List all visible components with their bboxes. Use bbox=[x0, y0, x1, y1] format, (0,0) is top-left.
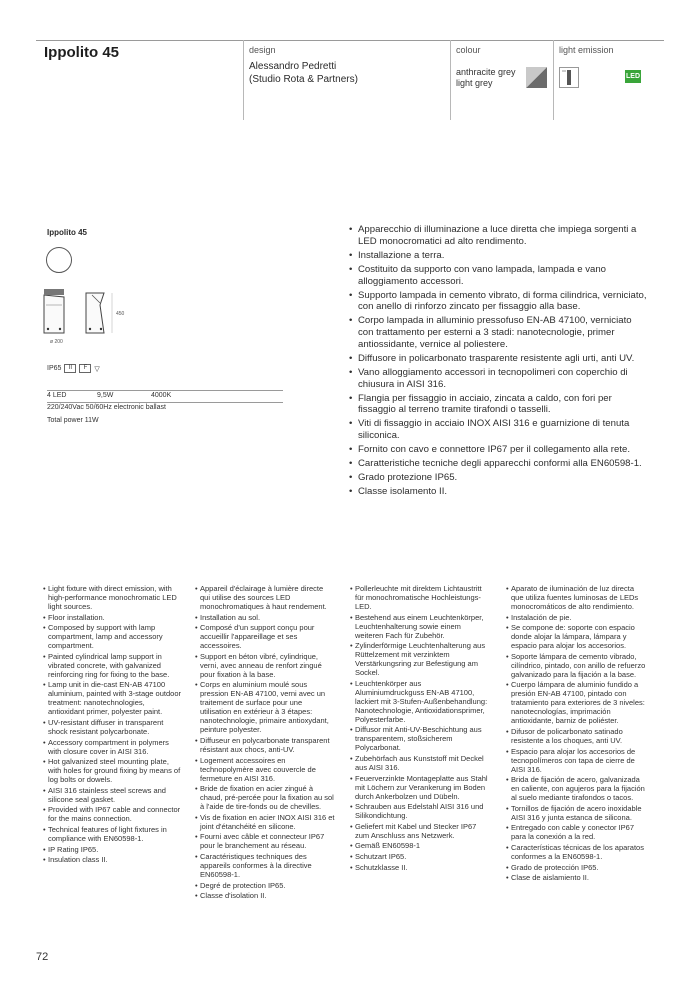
list-item: • Se compone de: soporte con espacio donde alojar la lámpara, lámpara y espacio para alojar los accesorios. bbox=[506, 623, 646, 650]
list-item: • Logement accessoires en technopolymère avec couvercle de fermeture en AISI 316. bbox=[195, 756, 335, 783]
list-item: • Tornillos de fijación de acero inoxidable AISI 316 y junta estanca de silicona. bbox=[506, 804, 646, 822]
f-mark-icon: F bbox=[79, 364, 91, 373]
colour-label: colour bbox=[456, 45, 481, 55]
list-item: • Provided with IP67 cable and connector for the mains connection. bbox=[43, 805, 183, 823]
certification-row bbox=[47, 364, 100, 373]
list-item: • Accessory compartment in polymers with closure cover in AISI 316. bbox=[43, 738, 183, 756]
header-divider bbox=[243, 40, 244, 120]
ip-rating: IP65 bbox=[47, 365, 62, 372]
spec-row bbox=[47, 390, 283, 403]
list-item: • Características técnicas de los aparatos conformes a la EN60598-1. bbox=[506, 843, 646, 861]
led-badge: LED bbox=[625, 70, 641, 83]
ce-mark-icon: ▽ bbox=[94, 365, 100, 373]
list-item: • Composed by support with lamp compartment, lamp and accessory compartment. bbox=[43, 623, 183, 650]
list-item: • Classe d'isolation II. bbox=[195, 891, 335, 900]
colour-light-grey: light grey bbox=[456, 78, 493, 88]
list-item: • Aparato de iluminación de luz directa que utiliza fuentes luminosas de LEDs monocromáticos de alto rendimiento. bbox=[506, 584, 646, 611]
colour-list bbox=[456, 67, 516, 89]
list-item: • Grado de protección IP65. bbox=[506, 863, 646, 872]
list-item: • Schutzart IP65. bbox=[350, 852, 490, 861]
list-item: • Diffusore in policarbonato trasparente resistente agli urti, anti UV. bbox=[349, 353, 649, 365]
french-description bbox=[195, 584, 335, 902]
list-item: • Clase de aislamiento II. bbox=[506, 873, 646, 882]
list-item: • Fourni avec câble et connecteur IP67 pour le branchement au réseau. bbox=[195, 832, 335, 850]
list-item: • Painted cylindrical lamp support in vibrated concrete, with galvanized reinforcing ring for fixing to the base. bbox=[43, 652, 183, 679]
list-item: • Light fixture with direct emission, with high-performance monochromatic LED light sources. bbox=[43, 584, 183, 611]
list-item: • Bride de fixation en acier zingué à chaud, pré-percée pour la fixation au sol à l'aide de tire-fonds ou de chevilles. bbox=[195, 784, 335, 811]
class-ii-icon: II bbox=[64, 364, 76, 373]
list-item: • Gemäß EN60598-1 bbox=[350, 841, 490, 850]
list-item: • Leuchtenkörper aus Aluminiumdruckguss EN-AB 47100, lackiert mit 3-Stufen-Außenbehandlung: Nanotechnologie, Antioxidationsprimer, Polyesterfarbe. bbox=[350, 679, 490, 724]
german-description bbox=[350, 584, 490, 873]
list-item: • Vano alloggiamento accessori in tecnopolimeri con coperchio di chiusura in AISI 316. bbox=[349, 367, 649, 391]
product-title: Ippolito 45 bbox=[44, 44, 119, 61]
header-rule bbox=[36, 40, 664, 41]
spanish-description bbox=[506, 584, 646, 884]
list-item: • Diffuseur en polycarbonate transparent résistant aux chocs, anti-UV. bbox=[195, 736, 335, 754]
colour-anthracite: anthracite grey bbox=[456, 67, 516, 77]
list-item: • Installazione a terra. bbox=[349, 250, 649, 262]
dim-height-label: 450 bbox=[116, 311, 125, 317]
list-item: • Pollerleuchte mit direktem Lichtaustritt für monochromatische Hochleistungs-LED. bbox=[350, 584, 490, 611]
designer-name bbox=[249, 60, 358, 86]
list-item: • Fornito con cavo e connettore IP67 per il collegamento alla rete. bbox=[349, 444, 649, 456]
spec-source: 4 LED bbox=[47, 392, 67, 399]
list-item: • Corps en aluminium moulé sous pression EN-AB 47100, verni avec un traitement de surface pour une utilisation en extérieur à 3 étapes: nanotechnologie, primaire antioxydant, peinture polyester. bbox=[195, 680, 335, 734]
list-item: • Brida de fijación de acero, galvanizada en caliente, con agujeros para la fijación al suelo mediante tirafondos o tacos. bbox=[506, 775, 646, 802]
list-item: • Grado protezione IP65. bbox=[349, 472, 649, 484]
list-item: • Feuerverzinkte Montageplatte aus Stahl mit Löchern zur Verankerung im Boden durch Ankerbolzen und Dübeln. bbox=[350, 774, 490, 801]
colour-swatch-icon bbox=[526, 67, 547, 88]
list-item: • Lamp unit in die-cast EN-AB 47100 aluminium, painted with 3-stage outdoor treatment: nanotechnologies, antioxidant primer, polyester paint. bbox=[43, 680, 183, 716]
italian-description bbox=[349, 224, 649, 500]
list-item: • Apparecchio di illuminazione a luce diretta che impiega sorgenti a LED monocromatici ad alto rendimento. bbox=[349, 224, 649, 248]
top-view-drawing bbox=[45, 246, 73, 274]
list-item: • Composé d'un support conçu pour accueillir l'appareillage et ses accessoires. bbox=[195, 623, 335, 650]
list-item: • Appareil d'éclairage à lumière directe qui utilise des sources LED monochromatiques à haut rendement. bbox=[195, 584, 335, 611]
list-item: • Instalación de pie. bbox=[506, 613, 646, 622]
list-item: • Flangia per fissaggio in acciaio, zincata a caldo, con fori per fissaggio al terreno tramite tirafondi o tasselli. bbox=[349, 393, 649, 417]
list-item: • Cuerpo lámpara de aluminio fundido a presión EN-AB 47100, pintado con tratamiento para exteriores de 3 niveles: nanotecnologías, imprimación antioxidante, barniz de poliéster. bbox=[506, 680, 646, 725]
list-item: • Schrauben aus Edelstahl AISI 316 und Silikondichtung. bbox=[350, 802, 490, 820]
list-item: • Espacio para alojar los accesorios de tecnopolímeros con tapa de cierre de AISI 316. bbox=[506, 747, 646, 774]
list-item: • Installation au sol. bbox=[195, 613, 335, 622]
list-item: • Bestehend aus einem Leuchtenkörper, Leuchtenhalterung sowie einem weiteren Fach für Zubehör. bbox=[350, 613, 490, 640]
page-number: 72 bbox=[36, 951, 49, 963]
list-item: • Zylinderförmige Leuchtenhalterung aus Rüttelzement mit verzinktem Verstärkungsring zur Befestigung am Sockel. bbox=[350, 641, 490, 677]
dim-diameter-label: ø 200 bbox=[50, 339, 63, 345]
list-item: • Insulation class II. bbox=[43, 855, 183, 864]
list-item: • UV-resistant diffuser in transparent shock resistant polycarbonate. bbox=[43, 718, 183, 736]
list-item: • Costituito da supporto con vano lampada, lampada e vano alloggiamento accessori. bbox=[349, 264, 649, 288]
technical-title: Ippolito 45 bbox=[47, 228, 87, 237]
list-item: • Classe isolamento II. bbox=[349, 486, 649, 498]
list-item: • Corpo lampada in alluminio pressofuso EN-AB 47100, verniciato con trattamento per esterni a 3 stadi: nanotecnologie, primer antiossidante, vernice al poliestere. bbox=[349, 315, 649, 350]
list-item: • Entregado con cable y conector IP67 para la conexión a la red. bbox=[506, 823, 646, 841]
list-item: • IP Rating IP65. bbox=[43, 845, 183, 854]
english-description bbox=[43, 584, 183, 866]
list-item: • Support en béton vibré, cylindrique, verni, avec anneau de renfort zingué pour fixation à la base. bbox=[195, 652, 335, 679]
list-item: • Difusor de policarbonato satinado resistente a los choques, anti UV. bbox=[506, 727, 646, 745]
list-item: • Floor installation. bbox=[43, 613, 183, 622]
list-item: • Caratteristiche tecniche degli apparecchi conformi alla EN60598-1. bbox=[349, 458, 649, 470]
side-view-drawings bbox=[38, 285, 138, 345]
list-item: • Caractéristiques techniques des appareils conformes à la directive EN60598-1. bbox=[195, 852, 335, 879]
list-item: • Vis de fixation en acier INOX AISI 316 et joint d'étanchéité en silicone. bbox=[195, 813, 335, 831]
header-divider bbox=[553, 40, 554, 120]
list-item: • Soporte lámpara de cemento vibrado, cilíndrico, pintado, con anillo de refuerzo galvanizado para la fijación a la base. bbox=[506, 652, 646, 679]
spec-total-power: Total power 11W bbox=[47, 417, 99, 424]
designer-line-1: Alessandro Pedretti bbox=[249, 61, 337, 72]
list-item: • Geliefert mit Kabel und Stecker IP67 zum Anschluss ans Netzwerk. bbox=[350, 822, 490, 840]
list-item: • Degré de protection IP65. bbox=[195, 881, 335, 890]
list-item: • AISI 316 stainless steel screws and silicone seal gasket. bbox=[43, 786, 183, 804]
direct-light-emission-icon bbox=[559, 67, 579, 88]
design-label: design bbox=[249, 45, 276, 55]
list-item: • Supporto lampada in cemento vibrato, di forma cilindrica, verniciato, con anello di rinforzo zincato per fissaggio alla base. bbox=[349, 290, 649, 314]
spec-supply: 220/240Vac 50/60Hz electronic ballast bbox=[47, 404, 166, 411]
list-item: • Viti di fissaggio in acciaio INOX AISI 316 e guarnizione di tenuta siliconica. bbox=[349, 418, 649, 442]
list-item: • Technical features of light fixtures in compliance with EN60598-1. bbox=[43, 825, 183, 843]
spec-power: 9,5W bbox=[97, 392, 114, 399]
spec-temperature: 4000K bbox=[151, 392, 172, 399]
header-divider bbox=[450, 40, 451, 120]
list-item: • Diffusor mit Anti-UV-Beschichtung aus transparentem, stoßsicherem Polycarbonat. bbox=[350, 725, 490, 752]
list-item: • Schutzklasse II. bbox=[350, 863, 490, 872]
list-item: • Hot galvanized steel mounting plate, with holes for ground fixing by means of log bolts or dowels. bbox=[43, 757, 183, 784]
emission-label: light emission bbox=[559, 45, 614, 55]
designer-line-2: (Studio Rota & Partners) bbox=[249, 74, 358, 85]
list-item: • Zubehörfach aus Kunststoff mit Deckel aus AISI 316. bbox=[350, 754, 490, 772]
